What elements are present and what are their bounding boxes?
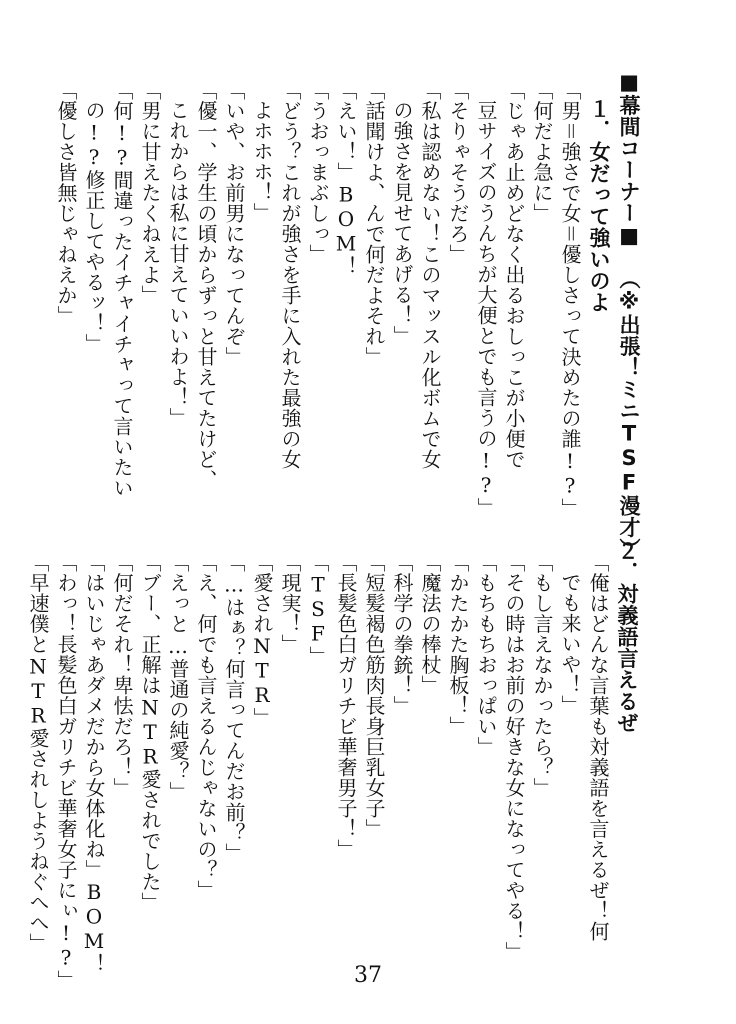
section-2-line: 「現実！」 bbox=[278, 552, 302, 655]
section-2-line: 「…はぁ？何言ってんだお前？」 bbox=[222, 552, 246, 864]
section-1-line: 「男に甘えたくねえよ」 bbox=[138, 80, 162, 306]
section-1-line: 「そりゃそうだろ」 bbox=[446, 80, 470, 265]
section-2-line: 「もし言えなかったら？」 bbox=[530, 552, 554, 798]
section-2-line: 「魔法の棒杖」 bbox=[418, 552, 442, 696]
section-1-line: これからは私に甘えていいわよ！」 bbox=[166, 100, 190, 428]
section-1-line: 「優しさ皆無じゃねえか」 bbox=[54, 80, 78, 326]
section-1-line: の!?修正してやるッ！」 bbox=[82, 100, 106, 354]
section-2-heading: ２．対義語言えるぜ bbox=[615, 540, 639, 734]
corner-subtitle: （※出張！ミニTSF漫才） bbox=[617, 268, 641, 560]
section-2-line: 「愛されNTR」 bbox=[250, 552, 274, 728]
section-2-line: 「もちもちおっぱい」 bbox=[474, 552, 498, 757]
page-number: 37 bbox=[354, 963, 382, 988]
section-1-line: よホホホ！」 bbox=[250, 100, 274, 223]
section-2-line: 「何だそれ！卑怯だろ！」 bbox=[110, 552, 134, 798]
section-2-line: 「その時はお前の好きな女になってやる！」 bbox=[502, 552, 526, 962]
section-2-line: 「長髪色白ガリチビ華奢男子！」 bbox=[334, 552, 358, 860]
section-2-line: 「俺はどんな言葉も対義語を言えるぜ！何 bbox=[586, 552, 610, 942]
section-1-line: 「えい！」BOM！ bbox=[334, 80, 358, 277]
section-2-line: 「わっ！長髪色白ガリチビ華奢女子にぃ!?」 bbox=[54, 552, 78, 991]
section-2-line: でも来いや！」 bbox=[558, 572, 582, 716]
section-1-line: 「じゃあ止めどなく出るおしっこが小便で bbox=[502, 80, 526, 470]
section-1-heading: １．女だって強いのよ bbox=[587, 98, 611, 313]
section-2-line: 「TSF」 bbox=[306, 552, 330, 667]
section-2-line: 「ブー、正解はNTR愛されでした」 bbox=[138, 552, 162, 913]
section-1-line: 「何だよ急に」 bbox=[530, 80, 554, 224]
section-2-line: 「早速僕とNTR愛されしようねぐへへ」 bbox=[26, 552, 50, 954]
section-1-line: 「どう？これが強さを手に入れた最強の女 bbox=[278, 80, 302, 470]
section-2-line: 「はいじゃあダメだから女体化ね」BOM！ bbox=[82, 552, 106, 974]
section-2-line: 「えっと…普通の純愛？」 bbox=[166, 552, 190, 802]
section-2-line: 「短髪褐色筋肉長身巨乳女子」 bbox=[362, 552, 386, 839]
section-1-line: 「私は認めない！このマッスル化ボムで女 bbox=[418, 80, 442, 470]
section-1-line: 豆サイズのうんちが大便とでも言うの!?」 bbox=[474, 100, 498, 518]
section-1-line: 「優一、学生の頃からずっと甘えてたけど、 bbox=[194, 80, 218, 490]
corner-title: ■幕間コーナー■ bbox=[617, 70, 641, 248]
section-2-line: 「科学の拳銃！」 bbox=[390, 552, 414, 716]
section-1-line: 「うおっまぶしっ」 bbox=[306, 80, 330, 265]
section-1-line: 「話聞けよ、んで何だよそれ」 bbox=[362, 80, 386, 367]
section-1-line: の強さを見せてあげる！」 bbox=[390, 100, 414, 346]
section-1-line: 「男＝強さで女＝優しさって決めたの誰!?」 bbox=[558, 80, 582, 519]
section-2-line: 「え、何でも言えるんじゃないの？」 bbox=[194, 552, 218, 901]
section-1-line: 「いや、お前男になってんぞ」 bbox=[222, 80, 246, 367]
section-1-line: 「何!?間違ったイチャイチャって言いたい bbox=[110, 80, 134, 498]
section-2-line: 「かたかた胸板！」 bbox=[446, 552, 470, 737]
